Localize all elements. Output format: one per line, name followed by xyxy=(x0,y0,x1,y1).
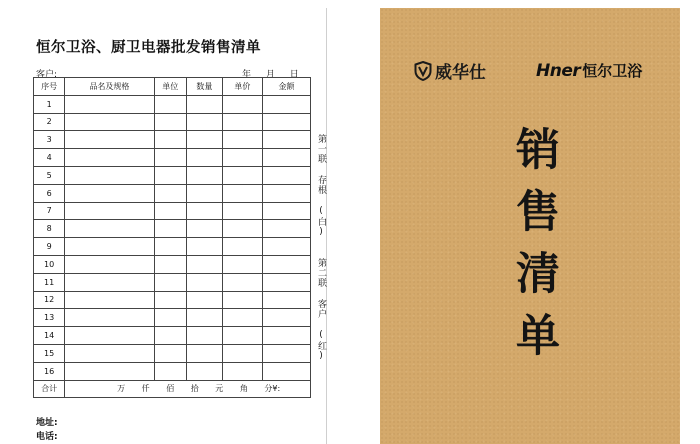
table-row xyxy=(34,202,311,220)
column-header: 金额 xyxy=(262,78,310,96)
table-cell[interactable] xyxy=(187,327,223,345)
table-cell[interactable] xyxy=(154,131,186,149)
table-row xyxy=(34,95,311,113)
table-cell[interactable] xyxy=(65,291,154,309)
table-cell[interactable] xyxy=(65,149,154,167)
row-number: 5 xyxy=(34,166,65,184)
table-cell[interactable] xyxy=(262,95,310,113)
table-cell[interactable] xyxy=(154,327,186,345)
table-cell[interactable] xyxy=(262,309,310,327)
table-cell[interactable] xyxy=(187,95,223,113)
total-row xyxy=(34,380,311,398)
table-cell[interactable] xyxy=(65,362,154,380)
table-cell[interactable] xyxy=(262,362,310,380)
table-cell[interactable] xyxy=(187,291,223,309)
table-cell[interactable] xyxy=(222,95,262,113)
table-cell[interactable] xyxy=(222,327,262,345)
table-header-row xyxy=(34,78,311,96)
table-row xyxy=(34,273,311,291)
amount-in-words-units: 万 仟 佰 拾 元 角 分¥: xyxy=(65,380,311,398)
table-cell[interactable] xyxy=(65,344,154,362)
table-cell[interactable] xyxy=(262,131,310,149)
table-cell[interactable] xyxy=(262,238,310,256)
table-row xyxy=(34,291,311,309)
table-cell[interactable] xyxy=(187,238,223,256)
table-cell[interactable] xyxy=(154,166,186,184)
brand-name-left: 威华仕 xyxy=(435,63,486,83)
row-number: 14 xyxy=(34,327,65,345)
column-header: 单价 xyxy=(222,78,262,96)
table-cell[interactable] xyxy=(187,362,223,380)
column-header: 序号 xyxy=(34,78,65,96)
table-row xyxy=(34,255,311,273)
row-number: 9 xyxy=(34,238,65,256)
table-cell[interactable] xyxy=(187,166,223,184)
brand-logo-right xyxy=(536,60,642,81)
row-number: 2 xyxy=(34,113,65,131)
table-cell[interactable] xyxy=(222,220,262,238)
table-cell[interactable] xyxy=(262,344,310,362)
table-row xyxy=(34,184,311,202)
table-cell[interactable] xyxy=(65,255,154,273)
table-cell[interactable] xyxy=(222,344,262,362)
table-cell[interactable] xyxy=(187,131,223,149)
total-label: 合计 xyxy=(34,380,65,398)
table-cell[interactable] xyxy=(187,184,223,202)
table-cell[interactable] xyxy=(262,220,310,238)
row-number: 3 xyxy=(34,131,65,149)
table-cell[interactable] xyxy=(187,149,223,167)
table-cell[interactable] xyxy=(222,131,262,149)
table-cell[interactable] xyxy=(154,95,186,113)
table-row xyxy=(34,149,311,167)
row-number: 16 xyxy=(34,362,65,380)
table-cell[interactable] xyxy=(187,113,223,131)
table-cell[interactable] xyxy=(154,149,186,167)
table-row xyxy=(34,220,311,238)
table-cell[interactable] xyxy=(154,309,186,327)
table-cell[interactable] xyxy=(187,202,223,220)
row-number: 6 xyxy=(34,184,65,202)
cover-title: 销售清单 xyxy=(508,126,559,374)
table-cell[interactable] xyxy=(154,184,186,202)
brand-latin: Hner xyxy=(536,61,581,81)
kraft-cover xyxy=(380,8,680,444)
brand-name-right: 恒尔卫浴 xyxy=(582,62,643,80)
table-cell[interactable] xyxy=(65,202,154,220)
row-number: 7 xyxy=(34,202,65,220)
row-number: 13 xyxy=(34,309,65,327)
table-cell[interactable] xyxy=(65,327,154,345)
items-table xyxy=(33,77,311,398)
table-cell[interactable] xyxy=(187,344,223,362)
table-cell[interactable] xyxy=(222,238,262,256)
table-row xyxy=(34,166,311,184)
table-cell[interactable] xyxy=(222,309,262,327)
row-number: 8 xyxy=(34,220,65,238)
table-cell[interactable] xyxy=(154,202,186,220)
table-cell[interactable] xyxy=(65,131,154,149)
table-cell[interactable] xyxy=(65,113,154,131)
table-cell[interactable] xyxy=(65,220,154,238)
table-cell[interactable] xyxy=(187,255,223,273)
table-cell[interactable] xyxy=(222,291,262,309)
table-row xyxy=(34,362,311,380)
table-cell[interactable] xyxy=(222,184,262,202)
table-cell[interactable] xyxy=(262,291,310,309)
table-cell[interactable] xyxy=(262,273,310,291)
table-cell[interactable] xyxy=(187,220,223,238)
table-cell[interactable] xyxy=(65,95,154,113)
table-cell[interactable] xyxy=(262,149,310,167)
table-cell[interactable] xyxy=(222,255,262,273)
date-label: 年 月 日 xyxy=(242,70,299,80)
table-cell[interactable] xyxy=(262,327,310,345)
column-header: 数量 xyxy=(187,78,223,96)
shield-icon xyxy=(414,61,432,81)
column-header: 品名及规格 xyxy=(65,78,154,96)
copy-two-label: 第二联 客户 (红) xyxy=(316,258,326,362)
table-cell[interactable] xyxy=(262,184,310,202)
table-row xyxy=(34,344,311,362)
table-cell[interactable] xyxy=(262,202,310,220)
table-cell[interactable] xyxy=(222,113,262,131)
table-cell[interactable] xyxy=(154,273,186,291)
table-row xyxy=(34,309,311,327)
table-cell[interactable] xyxy=(262,255,310,273)
row-number: 11 xyxy=(34,273,65,291)
table-cell[interactable] xyxy=(65,166,154,184)
slip-title: 恒尔卫浴、厨卫电器批发销售清单 xyxy=(36,40,261,56)
address-label: 地址: xyxy=(36,418,58,428)
table-row xyxy=(34,238,311,256)
table-cell[interactable] xyxy=(154,113,186,131)
table-cell[interactable] xyxy=(154,362,186,380)
table-cell[interactable] xyxy=(65,184,154,202)
row-number: 12 xyxy=(34,291,65,309)
table-cell[interactable] xyxy=(65,273,154,291)
table-cell[interactable] xyxy=(187,309,223,327)
table-cell[interactable] xyxy=(222,362,262,380)
table-row xyxy=(34,113,311,131)
table-cell[interactable] xyxy=(222,273,262,291)
table-row xyxy=(34,327,311,345)
row-number: 1 xyxy=(34,95,65,113)
row-number: 4 xyxy=(34,149,65,167)
table-cell[interactable] xyxy=(65,309,154,327)
row-number: 15 xyxy=(34,344,65,362)
table-cell[interactable] xyxy=(154,344,186,362)
table-cell[interactable] xyxy=(222,166,262,184)
phone-label: 电话: xyxy=(36,432,58,442)
table-cell[interactable] xyxy=(154,291,186,309)
copy-one-label: 第一联 存根 (白) xyxy=(316,134,326,238)
customer-label: 客户: xyxy=(36,70,58,80)
sales-slip-sheet xyxy=(26,8,327,444)
table-cell[interactable] xyxy=(222,149,262,167)
brand-logo-left xyxy=(414,58,486,83)
table-cell[interactable] xyxy=(154,220,186,238)
row-number: 10 xyxy=(34,255,65,273)
column-header: 单位 xyxy=(154,78,186,96)
table-cell[interactable] xyxy=(187,273,223,291)
table-cell[interactable] xyxy=(154,238,186,256)
table-cell[interactable] xyxy=(262,166,310,184)
table-cell[interactable] xyxy=(262,113,310,131)
table-row xyxy=(34,131,311,149)
table-cell[interactable] xyxy=(65,238,154,256)
table-cell[interactable] xyxy=(222,202,262,220)
table-cell[interactable] xyxy=(154,255,186,273)
